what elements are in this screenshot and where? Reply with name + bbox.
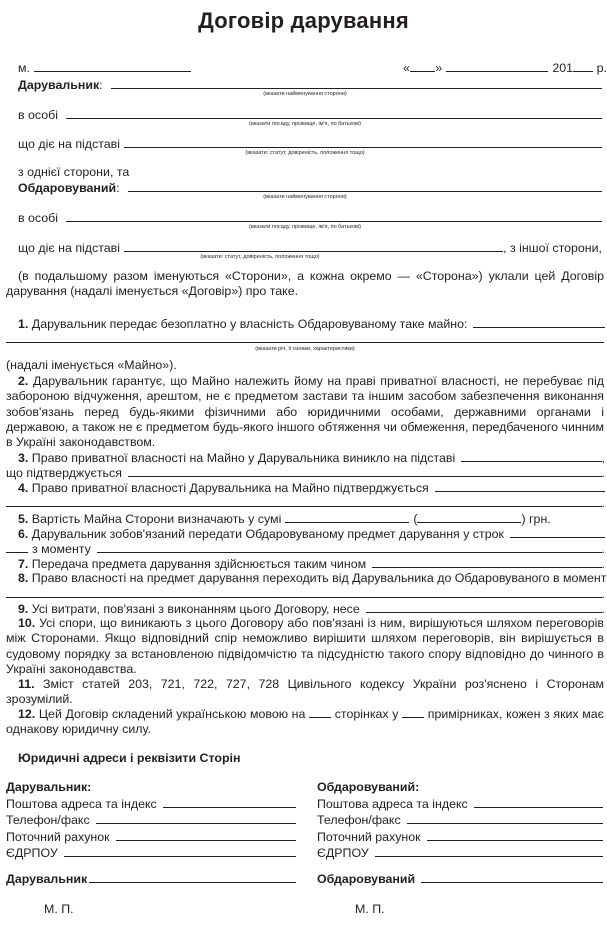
dot: .: [601, 542, 605, 556]
dot: .: [601, 466, 605, 480]
acting-basis-label: що діє на підставі: [18, 241, 120, 255]
clause-11-number: 11.: [18, 677, 35, 691]
donor-edrpou-field[interactable]: [64, 845, 296, 857]
paren-open: (: [413, 512, 418, 526]
donor-basis-field[interactable]: [124, 136, 602, 148]
ownership-proof-field-2[interactable]: [6, 495, 602, 507]
clause-1-text: Дарувальник передає безоплатно у власність Обдаровуваному таке майно:: [31, 317, 468, 331]
acting-basis-label: що діє на підставі: [18, 137, 120, 151]
clause-9-text: Усі витрати, пов'язані з виконанням цього Договору, несе: [31, 602, 360, 616]
clause-4-line2: [6, 495, 605, 511]
clause-10-number: 10.: [18, 616, 36, 630]
property-field[interactable]: [473, 316, 605, 328]
hint-donor-basis: (вказати: статут, довіреність, положення тощо): [245, 150, 365, 156]
donee-phone-label: Телефон/факс: [317, 813, 401, 827]
clause-12-text-c: примірниках, кожен з яких має однакову юридичну силу.: [6, 707, 605, 737]
clause-12: [6, 707, 604, 738]
donee-requisites: [317, 780, 603, 862]
donee-edrpou-label: ЄДРПОУ: [317, 846, 369, 860]
donee-name-field[interactable]: [128, 180, 602, 192]
clause-2: [6, 374, 604, 450]
clause-8-text: Право власності на предмет дарування переходить від Дарувальника до Обдаровуваного в момент: [31, 571, 607, 585]
city-prefix: м.: [18, 61, 30, 75]
clause-6-line2: [6, 541, 605, 557]
clause-7-number: 7.: [18, 557, 29, 571]
donor-requisites: [6, 780, 296, 862]
transfer-term-field-2[interactable]: [6, 541, 28, 553]
donor-phone-label: Телефон/факс: [6, 813, 90, 827]
property-field-line2[interactable]: [6, 331, 605, 347]
donor-signature: [6, 871, 296, 888]
donee-postal-field[interactable]: [474, 796, 603, 808]
transfer-method-field[interactable]: [372, 556, 601, 568]
document-title: Договір дарування: [198, 8, 409, 33]
donor-label: Дарувальник: [18, 78, 100, 92]
ownership-moment-field[interactable]: [6, 586, 602, 598]
donor-edrpou-label: ЄДРПОУ: [6, 846, 58, 860]
donee-postal-label: Поштова адреса та індекс: [317, 796, 468, 811]
year-suffix: р.: [596, 61, 607, 75]
donee-basis-field[interactable]: [124, 240, 503, 252]
clause-12-text-b: сторінках у: [334, 707, 399, 721]
clause-3-text: Право приватної власності на Майно у Дарувальника виникло на підставі: [31, 451, 456, 465]
hint-donee-position: (вказати посаду, прізвище, ім'я, по батькові): [248, 224, 362, 230]
hint-property: (вказати річ, її ознаки, характеристики): [255, 346, 355, 352]
clause-6-number: 6.: [18, 527, 29, 541]
dot: .: [601, 602, 605, 616]
clause-6-moment-text: з моменту: [32, 542, 91, 556]
city-date-row: [18, 60, 607, 76]
preamble: (в подальшому разом іменуються «Сторони», а кожна окремо — «Сторона») уклали цей Договір дарування (надалі іменується «Договір») про таке.: [6, 269, 604, 299]
date-quote-open: «: [402, 61, 410, 75]
clause-10: [6, 616, 604, 677]
transfer-term-field[interactable]: [510, 526, 605, 538]
donor-requisites-title: Дарувальник:: [6, 780, 92, 794]
donor-signature-label: Дарувальник: [6, 872, 88, 886]
donor-postal-field[interactable]: [163, 796, 296, 808]
clause-9-number: 9.: [18, 602, 29, 616]
clause-3-confirm-text: що підтверджується: [6, 466, 122, 480]
other-side-text: , з іншої сторони,: [503, 241, 602, 255]
in-person-label: в особі: [18, 211, 58, 225]
donor-account-label: Поточний рахунок: [6, 829, 110, 844]
clause-1-number: 1.: [18, 317, 29, 331]
clause-9: [18, 601, 605, 617]
clause-1: [6, 316, 605, 332]
moment-field[interactable]: [97, 541, 602, 553]
colon: :: [116, 181, 120, 195]
donee-account-field[interactable]: [427, 829, 603, 841]
pages-field[interactable]: [309, 707, 331, 718]
clause-4-text: Право приватної власності Дарувальника на Майно підтверджується: [31, 481, 429, 495]
clause-6: [18, 526, 605, 542]
donee-account-label: Поточний рахунок: [317, 829, 421, 844]
dot: .: [601, 557, 605, 571]
month-field[interactable]: [446, 60, 548, 72]
expenses-party-field[interactable]: [366, 601, 602, 613]
clause-1-end: (надалі іменується «Майно»).: [6, 358, 177, 372]
clause-5-number: 5.: [18, 512, 29, 526]
clause-7: [18, 556, 605, 572]
day-field[interactable]: [410, 60, 436, 72]
comma: ,: [601, 451, 605, 465]
value-digits-field[interactable]: [285, 511, 409, 523]
city-field[interactable]: [34, 60, 191, 72]
clause-3-line2: [6, 465, 605, 481]
year-field[interactable]: [573, 60, 593, 72]
donee-person-field[interactable]: [66, 210, 602, 222]
date-quote-close: »: [435, 61, 443, 75]
clause-3: [18, 450, 605, 466]
donee-signature-label: Обдаровуваний: [317, 872, 416, 886]
copies-field[interactable]: [402, 707, 424, 718]
clause-2-text: Дарувальник гарантує, що Майно належить йому на праві приватної власності, не перебуває під забороною відчуження, арештом, не є предметом застави та іншим засобом забезпечення виконання зобов'язань перед будь-якими фізичними або юридичними особами, державними органами і державою, а також не є предметом будь-якого іншого обтяження чи обмеження, передбаченого чинним в Україні законодавством.: [6, 374, 604, 450]
hint-donee-basis: (вказати: статут, довіреність, положення тощо): [200, 254, 320, 260]
clause-5: [18, 511, 605, 527]
donee-stamp-label: М. П.: [355, 902, 385, 916]
year-prefix: 201: [552, 61, 574, 75]
value-words-field[interactable]: [417, 511, 521, 523]
requisites-heading: Юридичні адреси і реквізити Сторін: [18, 751, 241, 765]
donee-phone-field[interactable]: [407, 812, 603, 824]
dot: .: [601, 496, 605, 510]
clause-8: [18, 571, 605, 586]
clause-7-text: Передача предмета дарування здійснюється таким чином: [31, 557, 367, 571]
donor-phone-field[interactable]: [96, 812, 296, 824]
clause-11: [6, 677, 604, 708]
donor-account-field[interactable]: [116, 829, 296, 841]
clause-8-number: 8.: [18, 571, 29, 585]
clause-6-text: Дарувальник зобов'язаний передати Обдаровуваному предмет дарування у строк: [31, 527, 504, 541]
donor-name-field[interactable]: [111, 77, 602, 89]
clause-3-number: 3.: [18, 451, 29, 465]
donee-edrpou-field[interactable]: [375, 845, 603, 857]
hint-donor-position: (вказати посаду, прізвище, ім'я, по батькові): [248, 121, 362, 127]
clause-4: [18, 480, 605, 496]
dot: .: [601, 587, 605, 601]
clause-10-text: Усі спори, що виникають з цього Договору або пов'язані із ним, вирішуються шляхом переговорів між Сторонами. Якщо відповідний спір неможливо вирішити шляхом переговорів, він вирішується в судовому порядку за встановленою підвідомчістю та підсудністю такого спору відповідно до чинного в Україні законодавства.: [6, 616, 604, 676]
donee-signature-field[interactable]: [421, 871, 603, 883]
donee-signature: [317, 871, 603, 888]
hint-donor-name: (вказати найменування сторони): [263, 91, 347, 97]
hint-donee-name: (вказати найменування сторони): [263, 194, 347, 200]
clause-4-number: 4.: [18, 481, 29, 495]
clause-12-text-a: Цей Договір складений українською мовою на: [38, 707, 306, 721]
in-person-label: в особі: [18, 108, 58, 122]
donor-postal-label: Поштова адреса та індекс: [6, 796, 157, 811]
donor-stamp-label: М. П.: [44, 902, 74, 916]
clause-2-number: 2.: [18, 374, 29, 388]
clause-11-text: Зміст статей 203, 721, 722, 727, 728 Цивільного кодексу України роз'яснено і Сторонам зрозумілий.: [6, 677, 604, 707]
colon: :: [99, 78, 103, 92]
confirmation-field[interactable]: [128, 465, 602, 477]
donee-label: Обдаровуваний: [18, 181, 117, 195]
donor-person-field[interactable]: [66, 107, 602, 119]
donee-requisites-title: Обдаровуваний:: [317, 780, 420, 794]
one-side-text: з однієї сторони, та: [18, 165, 130, 179]
clause-12-number: 12.: [18, 707, 36, 721]
currency-text: ) грн.: [521, 512, 551, 526]
donor-signature-field[interactable]: [89, 871, 296, 883]
ownership-basis-field[interactable]: [461, 450, 601, 462]
ownership-proof-field[interactable]: [435, 480, 605, 492]
clause-8-line2: [6, 586, 605, 602]
clause-5-text: Вартість Майна Сторони визначають у сумі: [31, 512, 282, 526]
